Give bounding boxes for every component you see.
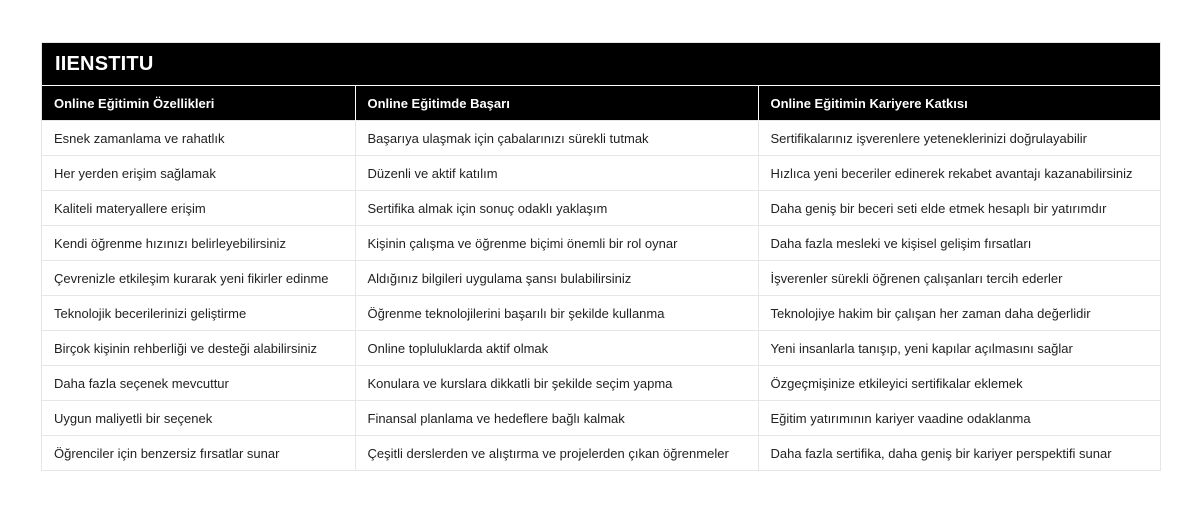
table-cell: Esnek zamanlama ve rahatlık (42, 121, 355, 156)
table-cell: Finansal planlama ve hedeflere bağlı kalmak (355, 401, 758, 436)
column-header: Online Eğitimde Başarı (355, 86, 758, 121)
table-cell: Özgeçmişinize etkileyici sertifikalar eklemek (758, 366, 1160, 401)
table-cell: Aldığınız bilgileri uygulama şansı bulabilirsiniz (355, 261, 758, 296)
table-cell: Her yerden erişim sağlamak (42, 156, 355, 191)
table-cell: Yeni insanlarla tanışıp, yeni kapılar açılmasını sağlar (758, 331, 1160, 366)
table-cell: Kişinin çalışma ve öğrenme biçimi önemli bir rol oynar (355, 226, 758, 261)
table-cell: Online topluluklarda aktif olmak (355, 331, 758, 366)
table-cell: Kendi öğrenme hızınızı belirleyebilirsiniz (42, 226, 355, 261)
table-row (42, 156, 1160, 191)
comparison-table (42, 85, 1160, 470)
table-row (42, 261, 1160, 296)
table-row (42, 366, 1160, 401)
table-cell: Uygun maliyetli bir seçenek (42, 401, 355, 436)
table-cell: Daha fazla sertifika, daha geniş bir kariyer perspektifi sunar (758, 436, 1160, 471)
table-cell: Düzenli ve aktif katılım (355, 156, 758, 191)
brand-header (42, 43, 1160, 85)
content-table-card (41, 42, 1161, 471)
column-header: Online Eğitimin Kariyere Katkısı (758, 86, 1160, 121)
table-cell: Birçok kişinin rehberliği ve desteği alabilirsiniz (42, 331, 355, 366)
table-row (42, 401, 1160, 436)
table-row (42, 191, 1160, 226)
table-row (42, 436, 1160, 471)
table-cell: Teknolojiye hakim bir çalışan her zaman daha değerlidir (758, 296, 1160, 331)
table-cell: İşverenler sürekli öğrenen çalışanları tercih ederler (758, 261, 1160, 296)
table-header-row (42, 86, 1160, 121)
table-cell: Sertifikalarınız işverenlere yeteneklerinizi doğrulayabilir (758, 121, 1160, 156)
table-cell: Başarıya ulaşmak için çabalarınızı sürekli tutmak (355, 121, 758, 156)
brand-title: IIENSTITU (55, 52, 154, 75)
table-cell: Hızlıca yeni beceriler edinerek rekabet avantajı kazanabilirsiniz (758, 156, 1160, 191)
table-cell: Sertifika almak için sonuç odaklı yaklaşım (355, 191, 758, 226)
table-cell: Öğrenciler için benzersiz fırsatlar sunar (42, 436, 355, 471)
table-cell: Öğrenme teknolojilerini başarılı bir şekilde kullanma (355, 296, 758, 331)
table-cell: Çevrenizle etkileşim kurarak yeni fikirler edinme (42, 261, 355, 296)
table-cell: Konulara ve kurslara dikkatli bir şekilde seçim yapma (355, 366, 758, 401)
table-cell: Daha geniş bir beceri seti elde etmek hesaplı bir yatırımdır (758, 191, 1160, 226)
table-row (42, 331, 1160, 366)
table-cell: Eğitim yatırımının kariyer vaadine odaklanma (758, 401, 1160, 436)
table-cell: Teknolojik becerilerinizi geliştirme (42, 296, 355, 331)
column-header: Online Eğitimin Özellikleri (42, 86, 355, 121)
table-row (42, 226, 1160, 261)
table-cell: Çeşitli derslerden ve alıştırma ve projelerden çıkan öğrenmeler (355, 436, 758, 471)
table-row (42, 296, 1160, 331)
table-cell: Daha fazla mesleki ve kişisel gelişim fırsatları (758, 226, 1160, 261)
table-cell: Daha fazla seçenek mevcuttur (42, 366, 355, 401)
table-row (42, 121, 1160, 156)
table-cell: Kaliteli materyallere erişim (42, 191, 355, 226)
